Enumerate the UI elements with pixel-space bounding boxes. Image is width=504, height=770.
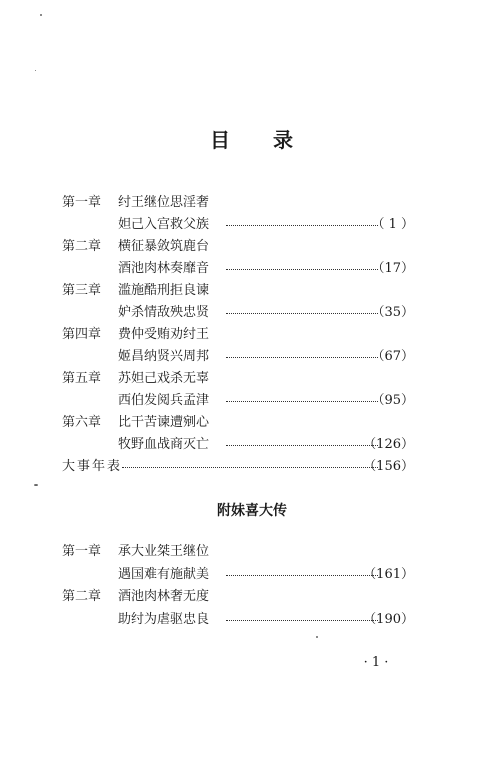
appendix-title: 附妹喜大传 [217,503,287,519]
toc-chapter-row[interactable] [62,324,414,346]
title-char-right: 录 [273,128,294,152]
toc-subtitle-row[interactable] [62,302,414,324]
page-reference: （126） [363,437,414,452]
page-reference: （35） [371,305,414,320]
toc-chapter-row[interactable] [62,586,414,608]
chapter-number: 第二章 [62,589,102,604]
toc-subtitle-row[interactable] [62,434,414,456]
toc-subtitle-row[interactable] [62,609,414,631]
chapter-title: 酒池肉林奢无度 [118,589,210,604]
dot-leader [226,269,378,270]
chapter-subtitle: 酒池肉林奏靡音 [118,261,210,276]
toc-chapter-row[interactable] [62,368,414,390]
toc-subtitle-row[interactable] [62,214,414,236]
chapter-title: 横征暴敛筑鹿台 [118,239,210,254]
page-number: · 1 · [363,655,389,670]
chronology-label: 大事年表 [62,459,123,474]
dot-leader [226,575,378,576]
page-reference: （67） [371,349,414,364]
toc-subtitle-row[interactable] [62,564,414,586]
chapter-subtitle: 助纣为虐驱忠良 [118,612,210,627]
chapter-number: 第五章 [62,371,102,386]
dot-leader [226,401,378,402]
toc-subtitle-row[interactable] [62,346,414,368]
chapter-title: 滥施酷刑拒良谏 [118,283,210,298]
dot-leader [226,620,378,621]
chapter-subtitle: 妒杀情敌殃忠贤 [118,305,210,320]
page-title [0,124,504,153]
page-reference: （ 1 ） [371,217,414,232]
chapter-number: 第三章 [62,283,102,298]
toc-subtitle-row[interactable] [62,390,414,412]
scan-speck [40,14,42,16]
chapter-number: 第六章 [62,415,102,430]
scan-speck [316,636,318,638]
toc-subtitle-row[interactable] [62,258,414,280]
page-reference: （190） [363,612,414,627]
dot-leader [226,313,378,314]
chapter-title: 费仲受贿劝纣王 [118,327,210,342]
chapter-subtitle: 姬昌纳贤兴周邦 [118,349,210,364]
dot-leader [226,225,378,226]
toc-chapter-row[interactable] [62,236,414,258]
toc-chapter-row[interactable] [62,541,414,563]
toc-chapter-row[interactable] [62,412,414,434]
chapter-subtitle: 妲己入宫救父族 [118,217,210,232]
chapter-subtitle: 牧野血战商灭亡 [118,437,210,452]
chapter-subtitle: 西伯发阅兵孟津 [118,393,210,408]
page-reference: （17） [371,261,414,276]
chapter-number: 第一章 [62,195,102,210]
chapter-subtitle: 遇国难有施献美 [118,567,210,582]
chapter-title: 苏妲己戏杀无辜 [118,371,210,386]
page-reference: （95） [371,393,414,408]
scan-speck [35,70,36,71]
dot-leader [122,467,378,468]
title-char-left: 目 [210,128,231,152]
dot-leader [226,445,378,446]
chapter-number: 第二章 [62,239,102,254]
chapter-title: 比干苦谏遭剜心 [118,415,210,430]
toc-chapter-row[interactable] [62,280,414,302]
dot-leader [226,357,378,358]
chapter-title: 承大业桀王继位 [118,544,210,559]
chapter-number: 第四章 [62,327,102,342]
toc-chapter-row[interactable] [62,192,414,214]
scan-speck [34,484,38,486]
chapter-title: 纣王继位思淫奢 [118,195,210,210]
chapter-number: 第一章 [62,544,102,559]
page-reference: （161） [363,567,414,582]
page-reference: （156） [363,459,414,474]
toc-chronology-row[interactable] [62,456,414,478]
